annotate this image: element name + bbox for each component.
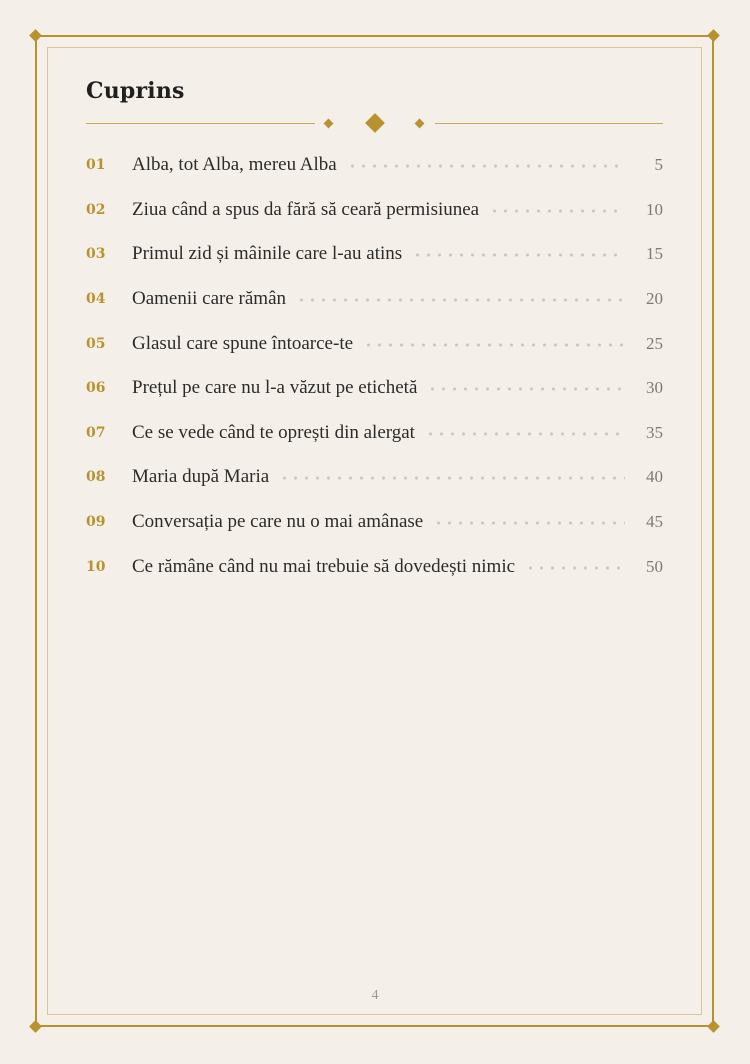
toc-dot-leader — [347, 164, 625, 168]
toc-entry-number: 06 — [86, 380, 106, 397]
toc-entry-number: 09 — [86, 514, 106, 531]
ornament-line-left — [86, 123, 315, 124]
ornament-diamond-center — [365, 113, 385, 133]
toc-dot-leader — [427, 387, 625, 391]
toc-dot-leader — [525, 566, 625, 570]
toc-dot-leader — [412, 253, 625, 257]
toc-entry-page: 20 — [646, 289, 663, 309]
toc-entry-title: Ziua când a spus da fără să ceară permisiunea — [132, 198, 480, 220]
toc-entry-page: 5 — [654, 155, 663, 175]
ornament-line-right — [435, 123, 663, 124]
toc-entry-04[interactable] — [86, 277, 663, 322]
toc-entry-number: 08 — [86, 469, 106, 486]
page-number: 4 — [371, 988, 379, 1003]
toc-entry-title: Ce rămâne când nu mai trebuie să dovedești nimic — [132, 555, 516, 577]
table-of-contents — [86, 143, 663, 589]
toc-dot-leader — [363, 343, 625, 347]
toc-entry-05[interactable] — [86, 321, 663, 366]
toc-entry-07[interactable] — [86, 411, 663, 456]
toc-entry-title: Maria după Maria — [132, 466, 270, 488]
toc-dot-leader — [296, 298, 625, 302]
toc-dot-leader — [425, 432, 625, 436]
toc-entry-title: Ce se vede când te oprești din alergat — [132, 421, 415, 443]
ornament-diamond-small-left — [324, 119, 334, 129]
toc-entry-page: 15 — [646, 244, 663, 264]
toc-entry-page: 45 — [646, 512, 663, 532]
toc-entry-02[interactable] — [86, 188, 663, 233]
toc-entry-10[interactable] — [86, 544, 663, 589]
toc-entry-page: 25 — [646, 333, 663, 353]
toc-entry-title: Oamenii care rămân — [132, 288, 287, 310]
toc-dot-leader — [433, 521, 625, 525]
toc-entry-08[interactable] — [86, 455, 663, 500]
toc-entry-page: 50 — [646, 556, 663, 576]
toc-entry-page: 35 — [646, 422, 663, 442]
toc-entry-title: Glasul care spune întoarce-te — [132, 332, 354, 354]
toc-entry-09[interactable] — [86, 500, 663, 545]
toc-entry-number: 10 — [86, 558, 106, 575]
toc-entry-number: 03 — [86, 246, 106, 263]
toc-entry-number: 07 — [86, 424, 106, 441]
page-title: Cuprins — [86, 78, 185, 104]
toc-entry-03[interactable] — [86, 232, 663, 277]
toc-dot-leader — [489, 209, 625, 213]
toc-entry-page: 10 — [646, 199, 663, 219]
toc-dot-leader — [279, 476, 625, 480]
toc-entry-page: 30 — [646, 378, 663, 398]
toc-entry-number: 02 — [86, 201, 106, 218]
toc-entry-page: 40 — [646, 467, 663, 487]
toc-entry-title: Conversația pe care nu o mai amânase — [132, 511, 424, 533]
toc-entry-number: 04 — [86, 291, 106, 308]
toc-entry-title: Prețul pe care nu l-a văzut pe etichetă — [132, 377, 418, 399]
title-ornament-divider — [86, 113, 663, 135]
toc-entry-title: Primul zid și mâinile care l-au atins — [132, 243, 403, 265]
ornament-diamond-small-right — [415, 119, 425, 129]
toc-entry-06[interactable] — [86, 366, 663, 411]
toc-entry-number: 01 — [86, 157, 106, 174]
toc-entry-number: 05 — [86, 335, 106, 352]
toc-entry-01[interactable] — [86, 143, 663, 188]
toc-entry-title: Alba, tot Alba, mereu Alba — [132, 154, 337, 176]
